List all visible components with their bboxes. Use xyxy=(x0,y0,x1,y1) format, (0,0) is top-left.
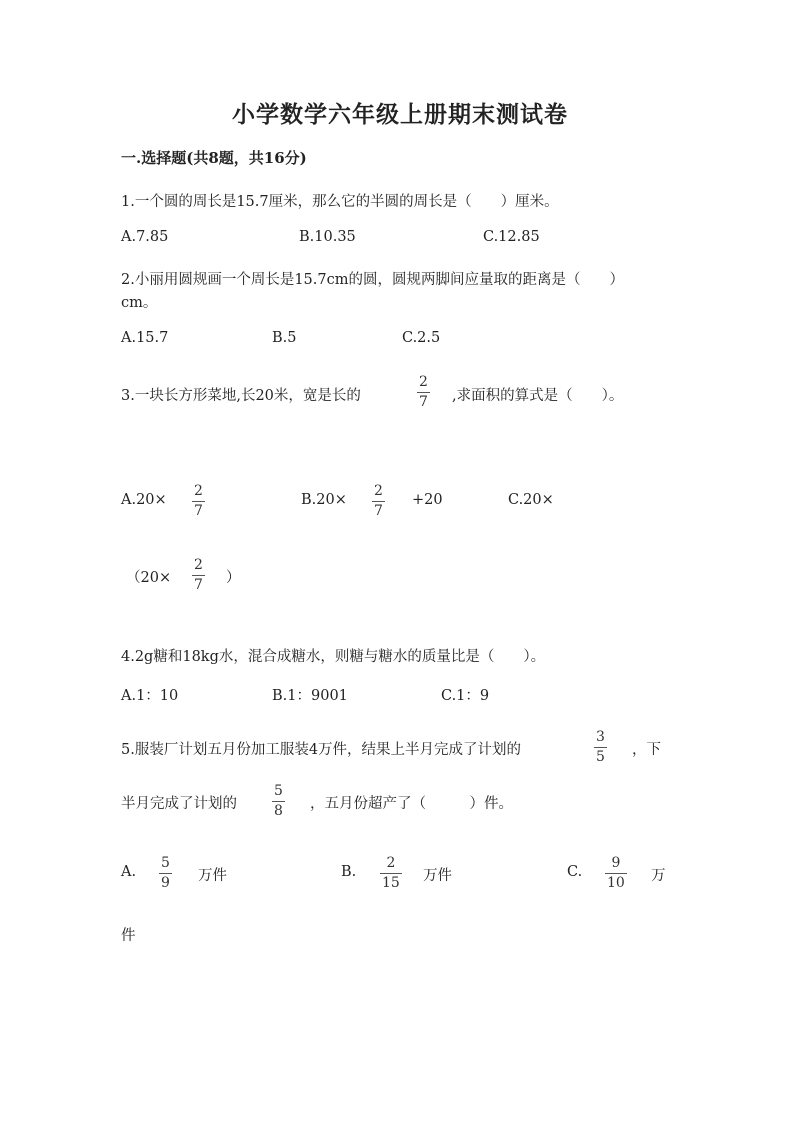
question-5-text-line1a: 5.服装厂计划五月份加工服装4万件，结果上半月完成了计划的 xyxy=(121,742,522,758)
fraction-bar xyxy=(417,392,430,393)
question-1-option-c: C.12.85 xyxy=(483,229,540,245)
question-5-option-c-unit: 万 xyxy=(651,868,666,884)
question-2-option-a: A.15.7 xyxy=(121,330,169,346)
page-title: 小学数学六年级上册期末测试卷 xyxy=(232,101,568,128)
fraction-bar xyxy=(272,801,285,802)
question-3-option-c-fraction xyxy=(192,558,205,592)
question-3-text-a: 3.一块长方形菜地,长20米，宽是长的 xyxy=(121,388,361,404)
fraction-bar xyxy=(192,501,205,502)
question-1-option-b: B.10.35 xyxy=(299,229,356,245)
fraction-bar xyxy=(192,575,205,576)
question-5-option-b-label: B. xyxy=(341,864,357,880)
fraction-denominator: 7 xyxy=(194,503,203,519)
fraction-numerator: 2 xyxy=(194,483,203,499)
question-5-option-c-label: C. xyxy=(567,864,583,880)
question-2-text-line1: 2.小丽用圆规画一个周长是15.7cm的圆，圆规两脚间应量取的距离是（ ） xyxy=(121,272,624,288)
fraction-bar xyxy=(605,873,627,874)
fraction-denominator: 7 xyxy=(419,394,428,410)
question-5-option-c-wrap: 件 xyxy=(121,928,136,944)
question-4-option-b: B.1：9001 xyxy=(272,688,348,704)
question-5-option-a-label: A. xyxy=(121,864,137,880)
fraction-numerator: 2 xyxy=(386,855,396,871)
question-5-option-b-fraction xyxy=(380,856,402,890)
question-4-option-c: C.1：9 xyxy=(441,688,490,704)
question-5-fraction-2 xyxy=(272,784,285,818)
fraction-numerator: 2 xyxy=(419,374,428,390)
fraction-numerator: 9 xyxy=(611,855,621,871)
fraction-denominator: 7 xyxy=(194,577,203,593)
question-5-option-c-fraction xyxy=(605,856,627,890)
question-1-option-a: A.7.85 xyxy=(121,229,169,245)
fraction-denominator: 5 xyxy=(596,749,605,765)
question-3-option-c-close: ） xyxy=(226,570,241,586)
fraction-numerator: 5 xyxy=(274,783,283,799)
fraction-numerator: 3 xyxy=(596,729,605,745)
question-3-fraction xyxy=(417,375,430,409)
question-5-fraction-1 xyxy=(594,730,607,764)
question-5-text-line2b: ，五月份超产了（ ）件。 xyxy=(310,796,513,812)
fraction-numerator: 2 xyxy=(374,483,383,499)
question-3-option-a-fraction xyxy=(192,484,205,518)
question-2-option-b: B.5 xyxy=(272,330,297,346)
question-4-option-a: A.1：10 xyxy=(121,688,179,704)
question-5-option-b-unit: 万件 xyxy=(423,868,452,884)
section-heading: 一.选择题(共8题，共16分) xyxy=(121,149,307,167)
question-5-text-line2a: 半月完成了计划的 xyxy=(121,796,237,812)
question-2-text-line2: cm。 xyxy=(121,295,158,311)
fraction-numerator: 2 xyxy=(194,557,203,573)
question-5-text-line1b: ，下 xyxy=(632,742,661,758)
fraction-bar xyxy=(159,873,172,874)
question-3-option-b-label: B.20× xyxy=(301,492,347,508)
fraction-denominator: 10 xyxy=(607,875,625,891)
question-3-text-b: ,求面积的算式是（ ）。 xyxy=(452,388,624,404)
question-5-option-a-fraction xyxy=(159,856,172,890)
question-5-option-a-unit: 万件 xyxy=(198,868,227,884)
question-1-text: 1.一个圆的周长是15.7厘米，那么它的半圆的周长是（ ）厘米。 xyxy=(121,194,559,210)
fraction-denominator: 9 xyxy=(161,875,170,891)
question-4-text: 4.2g糖和18kg水，混合成糖水，则糖与糖水的质量比是（ ）。 xyxy=(121,649,546,665)
question-3-option-b-tail: +20 xyxy=(412,492,443,508)
fraction-bar xyxy=(594,747,607,748)
question-3-option-c-open: （20× xyxy=(126,570,172,586)
question-3-option-b-fraction xyxy=(372,484,385,518)
question-3-option-a-label: A.20× xyxy=(121,492,167,508)
fraction-denominator: 7 xyxy=(374,503,383,519)
fraction-bar xyxy=(372,501,385,502)
fraction-bar xyxy=(380,873,402,874)
fraction-denominator: 8 xyxy=(274,803,283,819)
question-3-option-c-label: C.20× xyxy=(508,492,554,508)
fraction-denominator: 15 xyxy=(382,875,400,891)
fraction-numerator: 5 xyxy=(161,855,170,871)
question-2-option-c: C.2.5 xyxy=(402,330,441,346)
